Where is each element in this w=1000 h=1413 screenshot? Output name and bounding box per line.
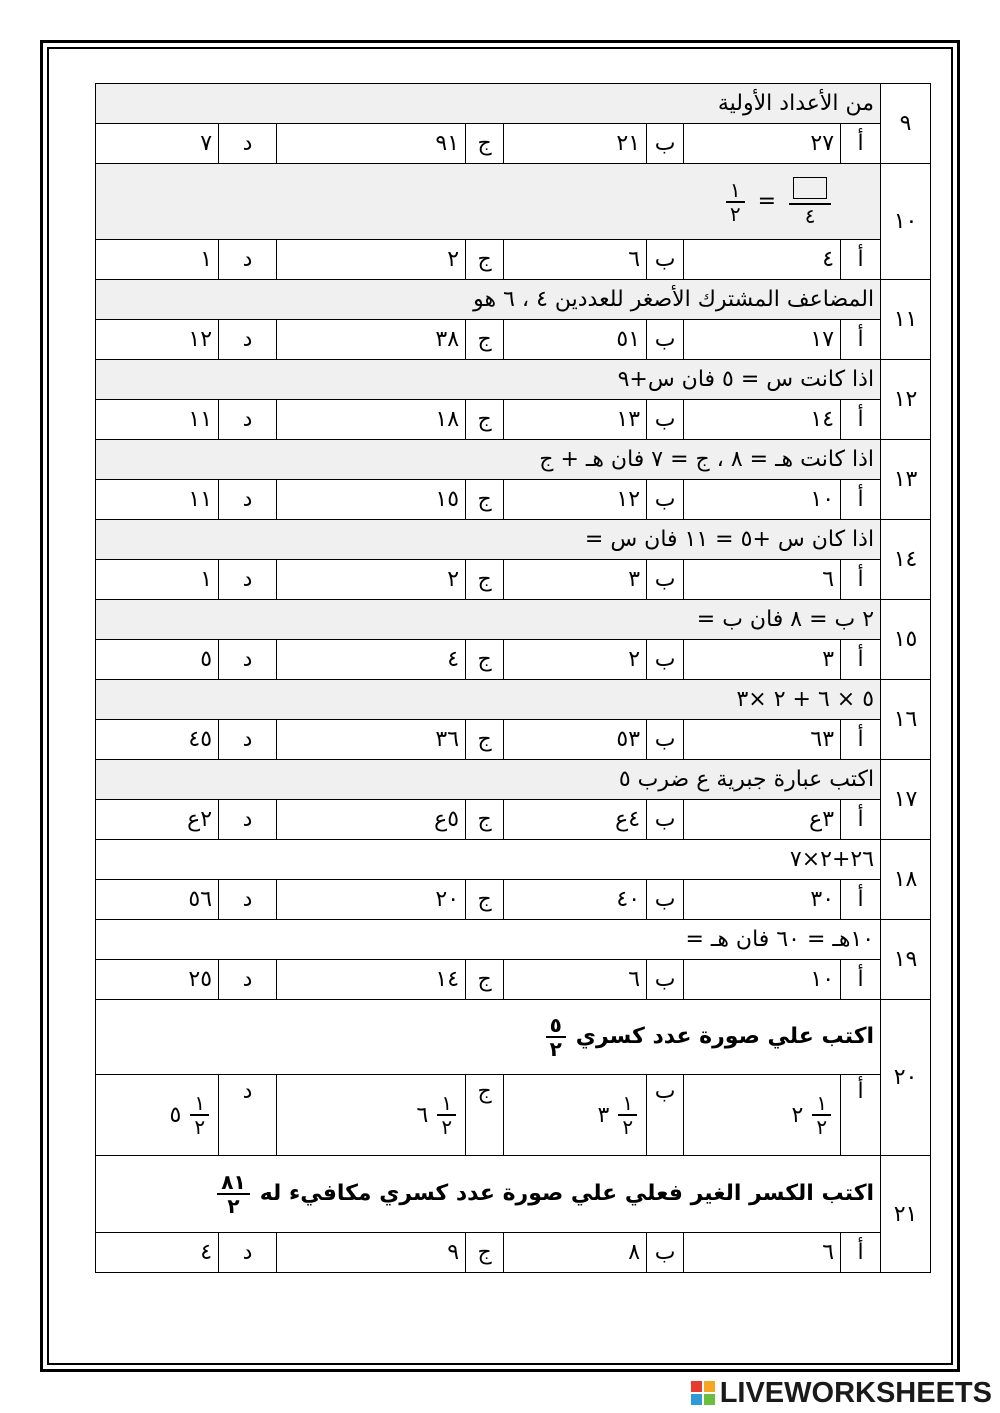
option-c[interactable]: ٢ — [277, 240, 466, 280]
option-a[interactable]: ٦ — [684, 560, 841, 600]
options-row — [96, 400, 931, 440]
options-row — [96, 880, 931, 920]
option-label-b: ب — [647, 800, 684, 840]
mixed-number — [169, 1092, 212, 1138]
options-row — [96, 320, 931, 360]
option-label-c: ج — [466, 1075, 504, 1156]
question-row — [96, 84, 931, 124]
question-text — [96, 1000, 881, 1075]
mixed-number — [597, 1092, 640, 1138]
option-c[interactable]: ٩١ — [277, 124, 466, 164]
equals-sign: = — [757, 189, 777, 214]
option-c[interactable]: ٣٨ — [277, 320, 466, 360]
option-d[interactable]: ١١ — [96, 400, 219, 440]
option-b[interactable]: ٢ — [504, 640, 647, 680]
question-label: اذا كان س +٥ = ١١ فان س = — [584, 527, 875, 552]
option-label-d: د — [219, 480, 277, 520]
liveworksheets-logo — [691, 1378, 992, 1408]
question-text — [96, 84, 881, 124]
question-text — [96, 840, 881, 880]
option-d[interactable]: ١١ — [96, 480, 219, 520]
question-row — [96, 840, 931, 880]
mixed-number — [791, 1092, 834, 1138]
option-label-c: ج — [466, 240, 504, 280]
given-fraction-numerator: ١ — [726, 179, 745, 203]
question-row — [96, 680, 931, 720]
option-c[interactable]: ٢٠ — [277, 880, 466, 920]
brand-name: LIVEWORKSHEETS — [719, 1376, 992, 1409]
mixed-whole: ٣ — [597, 1102, 610, 1128]
option-label-a: أ — [841, 1233, 881, 1273]
option-label-d: د — [219, 1233, 277, 1273]
option-b[interactable]: ٦ — [504, 240, 647, 280]
option-label-d: د — [219, 640, 277, 680]
question-row — [96, 1156, 931, 1233]
option-label-b: ب — [647, 640, 684, 680]
question-number: ١٦ — [881, 680, 931, 760]
option-label-a: أ — [841, 880, 881, 920]
question-text — [96, 600, 881, 640]
mixed-fraction — [812, 1092, 831, 1138]
option-a[interactable]: ٣٠ — [684, 880, 841, 920]
question-row — [96, 1000, 931, 1075]
options-row — [96, 240, 931, 280]
question-label: ٥ × ٦ + ٢ ×٣ — [736, 687, 875, 712]
option-b[interactable]: ٤ع — [504, 800, 647, 840]
option-c[interactable]: ٣٦ — [277, 720, 466, 760]
option-b[interactable]: ٨ — [504, 1233, 647, 1273]
options-row — [96, 960, 931, 1000]
question-fraction — [217, 1171, 249, 1217]
option-label-d: د — [219, 960, 277, 1000]
option-label-a: أ — [841, 720, 881, 760]
option-label-c: ج — [466, 400, 504, 440]
mixed-whole: ٦ — [416, 1102, 429, 1128]
option-label-d: د — [219, 320, 277, 360]
option-c[interactable]: ٥ع — [277, 800, 466, 840]
option-a[interactable]: ١٤ — [684, 400, 841, 440]
option-label-d: د — [219, 560, 277, 600]
option-a[interactable]: ٣ع — [684, 800, 841, 840]
given-fraction-denominator: ٢ — [729, 201, 741, 226]
option-label-a: أ — [841, 560, 881, 600]
option-label-d: د — [219, 880, 277, 920]
question-label: اذا كانت س = ٥ فان س+٩ — [617, 367, 875, 392]
question-number: ١٥ — [881, 600, 931, 680]
option-label-c: ج — [466, 124, 504, 164]
question-text — [96, 440, 881, 480]
question-fraction-numerator: ٥ — [546, 1014, 566, 1038]
option-a[interactable] — [684, 1075, 841, 1156]
question-row — [96, 280, 931, 320]
blank-fraction — [789, 176, 831, 227]
question-label: اكتب عبارة جبرية ع ضرب ٥ — [618, 767, 875, 792]
option-b[interactable]: ٣ — [504, 560, 647, 600]
mixed-number — [416, 1092, 459, 1138]
option-c[interactable]: ٤ — [277, 640, 466, 680]
question-fraction-denominator: ٢ — [227, 1194, 240, 1218]
option-a[interactable]: ٦٣ — [684, 720, 841, 760]
option-label-a: أ — [841, 320, 881, 360]
option-label-c: ج — [466, 800, 504, 840]
answer-input-box[interactable] — [793, 177, 827, 199]
option-label-c: ج — [466, 560, 504, 600]
option-label-a: أ — [841, 800, 881, 840]
option-label-c: ج — [466, 1233, 504, 1273]
options-row — [96, 124, 931, 164]
options-row — [96, 560, 931, 600]
option-a[interactable]: ٢٧ — [684, 124, 841, 164]
question-fraction-numerator: ٨١ — [217, 1171, 249, 1195]
question-row — [96, 760, 931, 800]
option-label-a: أ — [841, 1075, 881, 1156]
option-label-b: ب — [647, 560, 684, 600]
question-row — [96, 440, 931, 480]
option-label-c: ج — [466, 880, 504, 920]
given-fraction — [726, 179, 745, 225]
option-label-b: ب — [647, 880, 684, 920]
mixed-fraction — [618, 1092, 637, 1138]
option-label-b: ب — [647, 320, 684, 360]
option-b[interactable] — [504, 1075, 647, 1156]
options-row — [96, 640, 931, 680]
options-row — [96, 1075, 931, 1156]
option-c[interactable]: ١٨ — [277, 400, 466, 440]
option-c[interactable]: ٩ — [277, 1233, 466, 1273]
options-row — [96, 800, 931, 840]
option-a[interactable]: ٣ — [684, 640, 841, 680]
option-b[interactable]: ٢١ — [504, 124, 647, 164]
mixed-fraction-numerator: ١ — [812, 1092, 831, 1116]
option-d[interactable]: ٥٦ — [96, 880, 219, 920]
question-text — [96, 1156, 881, 1233]
question-row — [96, 920, 931, 960]
question-label: ١٠هـ = ٦٠ فان هـ = — [685, 927, 875, 952]
option-label-b: ب — [647, 240, 684, 280]
option-label-b: ب — [647, 1233, 684, 1273]
fraction-equation — [723, 176, 834, 227]
question-label: من الأعداد الأولية — [717, 91, 875, 116]
option-label-c: ج — [466, 720, 504, 760]
option-label-b: ب — [647, 124, 684, 164]
mixed-fraction-numerator: ١ — [437, 1092, 456, 1116]
question-number: ١٧ — [881, 760, 931, 840]
option-c[interactable]: ١٤ — [277, 960, 466, 1000]
question-row — [96, 600, 931, 640]
option-c[interactable] — [277, 1075, 466, 1156]
option-b[interactable]: ٦ — [504, 960, 647, 1000]
option-d[interactable]: ١ — [96, 560, 219, 600]
logo-mark-icon — [691, 1381, 715, 1405]
question-text — [96, 760, 881, 800]
question-number: ٢١ — [881, 1156, 931, 1273]
option-label-a: أ — [841, 960, 881, 1000]
question-label: اكتب الكسر الغير فعلي علي صورة عدد كسري مكافيء له — [259, 1181, 875, 1206]
question-text — [96, 280, 881, 320]
option-label-b: ب — [647, 1075, 684, 1156]
mixed-fraction-numerator: ١ — [190, 1092, 209, 1116]
option-label-d: د — [219, 240, 277, 280]
option-label-c: ج — [466, 960, 504, 1000]
option-label-b: ب — [647, 720, 684, 760]
options-row — [96, 720, 931, 760]
question-text — [96, 164, 881, 240]
question-number: ١١ — [881, 280, 931, 360]
option-label-d: د — [219, 720, 277, 760]
option-a[interactable]: ١٠ — [684, 960, 841, 1000]
question-text — [96, 360, 881, 400]
questions-table — [95, 83, 931, 1273]
option-a[interactable]: ١٧ — [684, 320, 841, 360]
mixed-fraction-numerator: ١ — [618, 1092, 637, 1116]
question-label: المضاعف المشترك الأصغر للعددين ٤ ، ٦ هو — [473, 287, 875, 312]
option-label-b: ب — [647, 960, 684, 1000]
blank-fraction-denominator: ٤ — [804, 204, 816, 228]
mixed-fraction — [437, 1092, 456, 1138]
question-number: ١٠ — [881, 164, 931, 280]
mixed-fraction-denominator: ٢ — [816, 1115, 828, 1139]
option-a[interactable]: ٦ — [684, 1233, 841, 1273]
option-c[interactable]: ٢ — [277, 560, 466, 600]
option-b[interactable]: ٤٠ — [504, 880, 647, 920]
question-number: ٢٠ — [881, 1000, 931, 1156]
option-d[interactable]: ١٢ — [96, 320, 219, 360]
question-number: ١٢ — [881, 360, 931, 440]
option-label-a: أ — [841, 240, 881, 280]
option-d[interactable]: ١ — [96, 240, 219, 280]
question-row — [96, 164, 931, 240]
mixed-fraction — [190, 1092, 209, 1138]
option-label-a: أ — [841, 400, 881, 440]
question-fraction-denominator: ٢ — [549, 1037, 562, 1061]
option-b[interactable]: ١٣ — [504, 400, 647, 440]
mixed-whole: ٥ — [169, 1102, 182, 1128]
question-label: ٢ ب = ٨ فان ب = — [696, 607, 875, 632]
question-text — [96, 680, 881, 720]
question-label: ٢٦+٢×٧ — [789, 847, 875, 872]
option-label-a: أ — [841, 124, 881, 164]
mixed-fraction-denominator: ٢ — [441, 1115, 453, 1139]
mixed-whole: ٢ — [791, 1102, 804, 1128]
question-row — [96, 520, 931, 560]
option-a[interactable]: ١٠ — [684, 480, 841, 520]
option-b[interactable]: ١٢ — [504, 480, 647, 520]
option-b[interactable]: ٥٣ — [504, 720, 647, 760]
option-label-a: أ — [841, 640, 881, 680]
option-label-a: أ — [841, 480, 881, 520]
option-label-d: د — [219, 124, 277, 164]
question-text — [96, 520, 881, 560]
option-label-b: ب — [647, 480, 684, 520]
question-label: اكتب علي صورة عدد كسري — [575, 1024, 875, 1049]
option-a[interactable]: ٤ — [684, 240, 841, 280]
option-c[interactable]: ١٥ — [277, 480, 466, 520]
option-label-d: د — [219, 1075, 277, 1156]
question-number: ٩ — [881, 84, 931, 164]
question-label: اذا كانت هـ = ٨ ، ج = ٧ فان هـ + ج — [539, 447, 875, 472]
question-number: ١٣ — [881, 440, 931, 520]
option-d[interactable]: ٧ — [96, 124, 219, 164]
option-d[interactable]: ٥ — [96, 640, 219, 680]
option-d[interactable] — [96, 1075, 219, 1156]
option-d[interactable]: ٢٥ — [96, 960, 219, 1000]
option-d[interactable]: ٢ع — [96, 800, 219, 840]
option-d[interactable]: ٤ — [96, 1233, 219, 1273]
option-b[interactable]: ٥١ — [504, 320, 647, 360]
question-number: ١٤ — [881, 520, 931, 600]
question-number: ١٨ — [881, 840, 931, 920]
question-fraction — [546, 1014, 566, 1060]
option-label-c: ج — [466, 480, 504, 520]
option-label-c: ج — [466, 640, 504, 680]
answer-box — [789, 176, 831, 205]
option-label-b: ب — [647, 400, 684, 440]
question-number: ١٩ — [881, 920, 931, 1000]
mixed-fraction-denominator: ٢ — [622, 1115, 634, 1139]
options-row — [96, 480, 931, 520]
option-d[interactable]: ٤٥ — [96, 720, 219, 760]
question-text — [96, 920, 881, 960]
option-label-d: د — [219, 800, 277, 840]
option-label-d: د — [219, 400, 277, 440]
option-label-c: ج — [466, 320, 504, 360]
options-row — [96, 1233, 931, 1273]
mixed-fraction-denominator: ٢ — [194, 1115, 206, 1139]
question-row — [96, 360, 931, 400]
